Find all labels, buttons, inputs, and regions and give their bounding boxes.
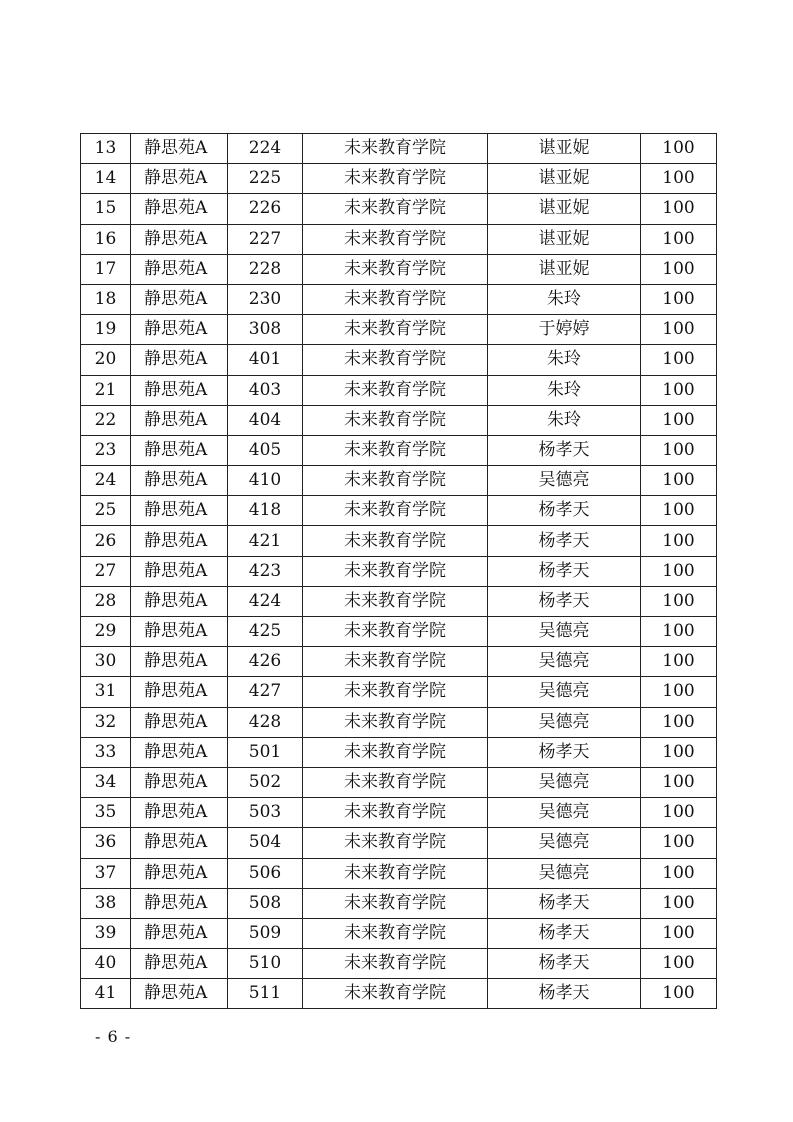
cell-building: 静思苑A — [131, 405, 228, 435]
cell-index: 17 — [81, 254, 131, 284]
cell-college: 未来教育学院 — [303, 496, 488, 526]
cell-score: 100 — [641, 586, 717, 616]
cell-room: 421 — [228, 526, 303, 556]
table-row — [81, 798, 717, 828]
table-row — [81, 284, 717, 314]
table-row — [81, 134, 717, 164]
cell-person: 杨孝天 — [488, 435, 641, 465]
cell-score: 100 — [641, 194, 717, 224]
cell-college: 未来教育学院 — [303, 586, 488, 616]
cell-person: 谌亚妮 — [488, 254, 641, 284]
cell-college: 未来教育学院 — [303, 254, 488, 284]
cell-score: 100 — [641, 617, 717, 647]
table-row — [81, 496, 717, 526]
cell-room: 423 — [228, 556, 303, 586]
cell-score: 100 — [641, 737, 717, 767]
table-row — [81, 526, 717, 556]
cell-score: 100 — [641, 828, 717, 858]
cell-person: 杨孝天 — [488, 918, 641, 948]
cell-room: 427 — [228, 677, 303, 707]
cell-index: 13 — [81, 134, 131, 164]
cell-index: 19 — [81, 315, 131, 345]
cell-person: 吴德亮 — [488, 798, 641, 828]
cell-index: 21 — [81, 375, 131, 405]
cell-college: 未来教育学院 — [303, 405, 488, 435]
cell-index: 24 — [81, 466, 131, 496]
cell-college: 未来教育学院 — [303, 315, 488, 345]
cell-college: 未来教育学院 — [303, 979, 488, 1009]
cell-person: 谌亚妮 — [488, 164, 641, 194]
cell-index: 31 — [81, 677, 131, 707]
cell-college: 未来教育学院 — [303, 194, 488, 224]
cell-score: 100 — [641, 224, 717, 254]
cell-building: 静思苑A — [131, 435, 228, 465]
cell-room: 503 — [228, 798, 303, 828]
cell-building: 静思苑A — [131, 918, 228, 948]
cell-building: 静思苑A — [131, 496, 228, 526]
cell-person: 杨孝天 — [488, 586, 641, 616]
cell-college: 未来教育学院 — [303, 617, 488, 647]
cell-score: 100 — [641, 798, 717, 828]
cell-person: 杨孝天 — [488, 888, 641, 918]
cell-index: 18 — [81, 284, 131, 314]
cell-college: 未来教育学院 — [303, 345, 488, 375]
cell-person: 吴德亮 — [488, 617, 641, 647]
cell-college: 未来教育学院 — [303, 375, 488, 405]
cell-index: 29 — [81, 617, 131, 647]
table-row — [81, 586, 717, 616]
table-row — [81, 617, 717, 647]
cell-room: 401 — [228, 345, 303, 375]
cell-score: 100 — [641, 164, 717, 194]
cell-index: 22 — [81, 405, 131, 435]
cell-score: 100 — [641, 254, 717, 284]
cell-college: 未来教育学院 — [303, 737, 488, 767]
table-body — [81, 134, 717, 1009]
cell-room: 426 — [228, 647, 303, 677]
cell-score: 100 — [641, 466, 717, 496]
table-row — [81, 979, 717, 1009]
cell-score: 100 — [641, 556, 717, 586]
cell-college: 未来教育学院 — [303, 284, 488, 314]
cell-person: 吴德亮 — [488, 677, 641, 707]
table-row — [81, 405, 717, 435]
table-row — [81, 556, 717, 586]
cell-score: 100 — [641, 918, 717, 948]
cell-building: 静思苑A — [131, 526, 228, 556]
cell-index: 37 — [81, 858, 131, 888]
cell-person: 杨孝天 — [488, 556, 641, 586]
cell-score: 100 — [641, 647, 717, 677]
table-row — [81, 918, 717, 948]
cell-building: 静思苑A — [131, 134, 228, 164]
cell-college: 未来教育学院 — [303, 466, 488, 496]
cell-college: 未来教育学院 — [303, 888, 488, 918]
cell-room: 405 — [228, 435, 303, 465]
table-row — [81, 345, 717, 375]
cell-index: 39 — [81, 918, 131, 948]
cell-person: 朱玲 — [488, 284, 641, 314]
cell-building: 静思苑A — [131, 556, 228, 586]
cell-college: 未来教育学院 — [303, 164, 488, 194]
cell-index: 26 — [81, 526, 131, 556]
cell-person: 吴德亮 — [488, 858, 641, 888]
cell-person: 吴德亮 — [488, 828, 641, 858]
cell-room: 504 — [228, 828, 303, 858]
cell-score: 100 — [641, 315, 717, 345]
cell-room: 418 — [228, 496, 303, 526]
cell-room: 410 — [228, 466, 303, 496]
cell-room: 424 — [228, 586, 303, 616]
cell-room: 226 — [228, 194, 303, 224]
cell-score: 100 — [641, 767, 717, 797]
cell-room: 225 — [228, 164, 303, 194]
cell-building: 静思苑A — [131, 586, 228, 616]
cell-room: 425 — [228, 617, 303, 647]
table-row — [81, 647, 717, 677]
cell-building: 静思苑A — [131, 284, 228, 314]
cell-score: 100 — [641, 134, 717, 164]
cell-building: 静思苑A — [131, 345, 228, 375]
cell-college: 未来教育学院 — [303, 647, 488, 677]
table-row — [81, 315, 717, 345]
cell-college: 未来教育学院 — [303, 556, 488, 586]
cell-building: 静思苑A — [131, 767, 228, 797]
cell-index: 30 — [81, 647, 131, 677]
table-row — [81, 858, 717, 888]
cell-person: 朱玲 — [488, 345, 641, 375]
cell-room: 404 — [228, 405, 303, 435]
cell-college: 未来教育学院 — [303, 767, 488, 797]
table-row — [81, 466, 717, 496]
cell-score: 100 — [641, 435, 717, 465]
cell-room: 502 — [228, 767, 303, 797]
cell-index: 25 — [81, 496, 131, 526]
cell-score: 100 — [641, 949, 717, 979]
table-row — [81, 707, 717, 737]
cell-score: 100 — [641, 284, 717, 314]
cell-person: 吴德亮 — [488, 466, 641, 496]
cell-person: 于婷婷 — [488, 315, 641, 345]
cell-room: 510 — [228, 949, 303, 979]
table-row — [81, 888, 717, 918]
cell-building: 静思苑A — [131, 466, 228, 496]
cell-index: 41 — [81, 979, 131, 1009]
cell-building: 静思苑A — [131, 798, 228, 828]
cell-score: 100 — [641, 888, 717, 918]
cell-room: 228 — [228, 254, 303, 284]
cell-index: 20 — [81, 345, 131, 375]
cell-room: 227 — [228, 224, 303, 254]
table-row — [81, 194, 717, 224]
cell-person: 谌亚妮 — [488, 194, 641, 224]
cell-index: 33 — [81, 737, 131, 767]
cell-index: 35 — [81, 798, 131, 828]
cell-building: 静思苑A — [131, 707, 228, 737]
cell-building: 静思苑A — [131, 315, 228, 345]
cell-room: 224 — [228, 134, 303, 164]
cell-building: 静思苑A — [131, 979, 228, 1009]
cell-room: 403 — [228, 375, 303, 405]
cell-index: 14 — [81, 164, 131, 194]
cell-score: 100 — [641, 375, 717, 405]
cell-college: 未来教育学院 — [303, 798, 488, 828]
cell-room: 501 — [228, 737, 303, 767]
cell-person: 吴德亮 — [488, 707, 641, 737]
cell-building: 静思苑A — [131, 858, 228, 888]
cell-score: 100 — [641, 979, 717, 1009]
cell-college: 未来教育学院 — [303, 224, 488, 254]
table-row — [81, 828, 717, 858]
cell-building: 静思苑A — [131, 375, 228, 405]
cell-college: 未来教育学院 — [303, 918, 488, 948]
cell-person: 朱玲 — [488, 375, 641, 405]
cell-college: 未来教育学院 — [303, 435, 488, 465]
cell-building: 静思苑A — [131, 888, 228, 918]
cell-room: 506 — [228, 858, 303, 888]
cell-person: 杨孝天 — [488, 737, 641, 767]
cell-room: 308 — [228, 315, 303, 345]
cell-person: 杨孝天 — [488, 979, 641, 1009]
cell-building: 静思苑A — [131, 194, 228, 224]
cell-building: 静思苑A — [131, 647, 228, 677]
cell-building: 静思苑A — [131, 737, 228, 767]
cell-index: 32 — [81, 707, 131, 737]
cell-index: 36 — [81, 828, 131, 858]
cell-person: 杨孝天 — [488, 496, 641, 526]
cell-college: 未来教育学院 — [303, 949, 488, 979]
cell-room: 230 — [228, 284, 303, 314]
cell-building: 静思苑A — [131, 617, 228, 647]
cell-score: 100 — [641, 858, 717, 888]
cell-college: 未来教育学院 — [303, 707, 488, 737]
cell-index: 27 — [81, 556, 131, 586]
table-row — [81, 435, 717, 465]
table-row — [81, 737, 717, 767]
table-row — [81, 677, 717, 707]
cell-room: 428 — [228, 707, 303, 737]
cell-person: 朱玲 — [488, 405, 641, 435]
table-row — [81, 224, 717, 254]
cell-building: 静思苑A — [131, 254, 228, 284]
cell-college: 未来教育学院 — [303, 526, 488, 556]
cell-room: 508 — [228, 888, 303, 918]
cell-index: 38 — [81, 888, 131, 918]
table-row — [81, 375, 717, 405]
cell-person: 谌亚妮 — [488, 224, 641, 254]
cell-score: 100 — [641, 496, 717, 526]
cell-index: 23 — [81, 435, 131, 465]
cell-college: 未来教育学院 — [303, 858, 488, 888]
cell-index: 28 — [81, 586, 131, 616]
cell-building: 静思苑A — [131, 164, 228, 194]
cell-index: 40 — [81, 949, 131, 979]
cell-building: 静思苑A — [131, 224, 228, 254]
cell-college: 未来教育学院 — [303, 677, 488, 707]
cell-building: 静思苑A — [131, 677, 228, 707]
table-row — [81, 767, 717, 797]
cell-score: 100 — [641, 405, 717, 435]
cell-college: 未来教育学院 — [303, 134, 488, 164]
page-number: - 6 - — [95, 1027, 132, 1046]
cell-person: 吴德亮 — [488, 767, 641, 797]
cell-index: 15 — [81, 194, 131, 224]
cell-score: 100 — [641, 677, 717, 707]
cell-person: 吴德亮 — [488, 647, 641, 677]
cell-score: 100 — [641, 345, 717, 375]
cell-room: 509 — [228, 918, 303, 948]
cell-college: 未来教育学院 — [303, 828, 488, 858]
cell-score: 100 — [641, 707, 717, 737]
table-row — [81, 164, 717, 194]
cell-index: 16 — [81, 224, 131, 254]
dormitory-table — [80, 133, 717, 1009]
cell-room: 511 — [228, 979, 303, 1009]
table-row — [81, 949, 717, 979]
table-row — [81, 254, 717, 284]
cell-person: 杨孝天 — [488, 526, 641, 556]
cell-index: 34 — [81, 767, 131, 797]
cell-person: 谌亚妮 — [488, 134, 641, 164]
cell-building: 静思苑A — [131, 828, 228, 858]
cell-person: 杨孝天 — [488, 949, 641, 979]
cell-building: 静思苑A — [131, 949, 228, 979]
cell-score: 100 — [641, 526, 717, 556]
